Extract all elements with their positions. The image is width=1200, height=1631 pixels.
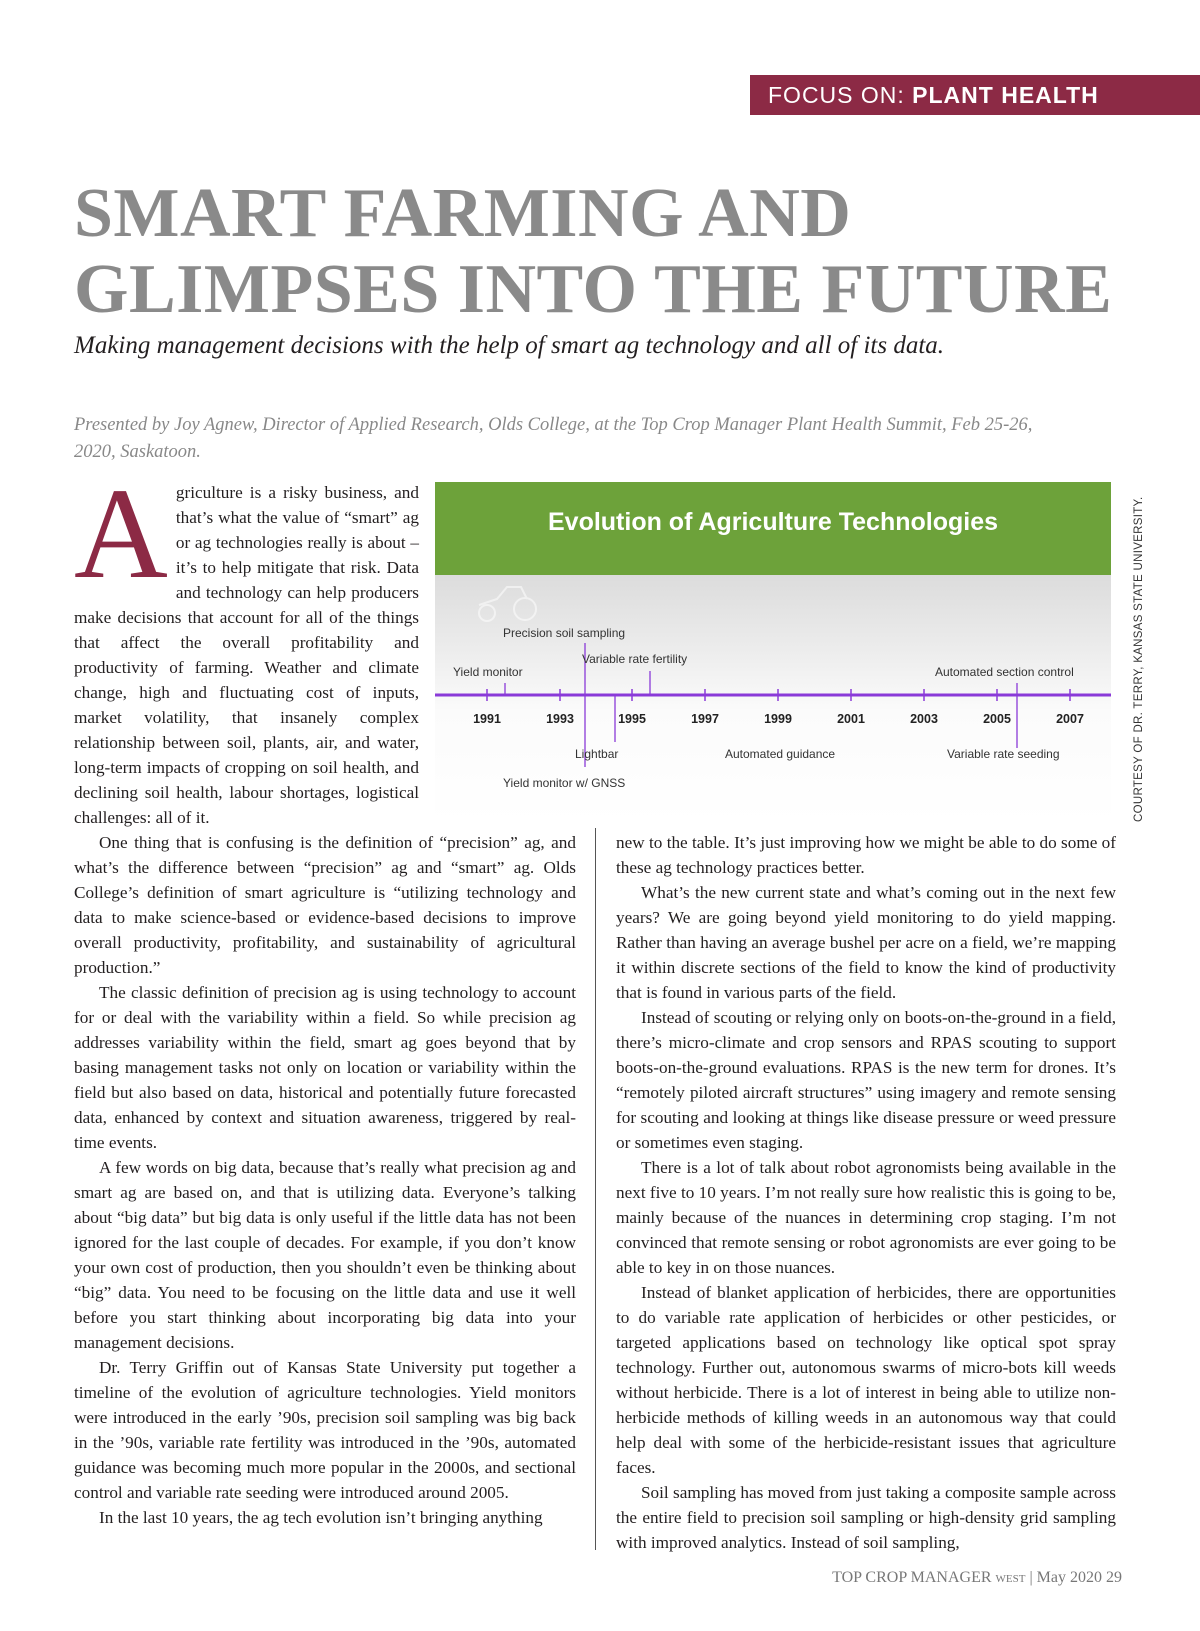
section-topic: PLANT HEALTH xyxy=(912,82,1099,108)
events-above xyxy=(453,626,1074,679)
section-tag xyxy=(750,75,1200,115)
folio-separator: | xyxy=(1029,1569,1033,1586)
events-below xyxy=(503,747,1060,790)
drop-cap: A xyxy=(74,462,168,606)
event-automated-section-control: Automated section control xyxy=(935,665,1074,679)
folio-page: 29 xyxy=(1106,1569,1122,1586)
folio-magazine: TOP CROP MANAGER xyxy=(832,1569,992,1586)
event-lightbar: Lightbar xyxy=(575,747,619,761)
intro-paragraph xyxy=(74,462,419,830)
left-paragraph-5: In the last 10 years, the ag tech evolution isn’t bringing anything xyxy=(99,1508,543,1527)
year-2007: 2007 xyxy=(1056,712,1084,726)
right-paragraph-5: Instead of blanket application of herbicides, there are opportunities to do variable rate application of herbicides or other pesticides, or targeted applications based on technology like optical spot spray technology. Further out, autonomous swarms of micro-bots kill weeds without herbicide. There is a lot of interest in being able to utilize non-herbicide methods of killing weeds in an autonomous way that could help deal with some of the herbicide-resistant issues that agriculture faces. xyxy=(616,1283,1116,1477)
folio-edition: WEST xyxy=(995,1573,1026,1585)
year-1999: 1999 xyxy=(764,712,792,726)
event-yield-monitor-gnss: Yield monitor w/ GNSS xyxy=(503,776,626,790)
event-precision-soil-sampling: Precision soil sampling xyxy=(503,626,626,640)
year-1997: 1997 xyxy=(691,712,719,726)
left-paragraph-3: A few words on big data, because that’s really what precision ag and smart ag are based on, and that is utilizing data. Everyone’s talking about “big data” but big data is only useful if the little data has not been ignored for the last couple of decades. For example, if you don’t know your own cost of production, then you shouldn’t even be thinking about “big” data. You need to be focusing on the little data and use it well before you start thinking about incorporating big data into your management decisions. xyxy=(74,1158,576,1352)
article-title xyxy=(74,176,1154,328)
column-divider xyxy=(595,828,596,1550)
tractor-icon xyxy=(479,587,536,621)
right-paragraph-1: new to the table. It’s just improving how we might be able to do some of these ag technology practices better. xyxy=(616,833,1116,877)
figure-title: Evolution of Agriculture Technologies xyxy=(547,508,998,536)
right-paragraph-2: What’s the new current state and what’s coming out in the next few years? We are going beyond yield monitoring to do yield mapping. Rather than having an average bushel per acre on a field, we’re mapping it within discrete sections of the field to know the kind of productivity that is found in various parts of the field. xyxy=(616,883,1116,1002)
event-yield-monitor: Yield monitor xyxy=(453,665,523,679)
year-labels xyxy=(473,712,1084,726)
timeline-chart xyxy=(435,575,1111,822)
section-prefix: FOCUS ON: xyxy=(768,82,905,108)
page-folio xyxy=(832,1569,1122,1587)
timeline-figure xyxy=(435,482,1111,822)
folio-issue: May 2020 xyxy=(1036,1569,1102,1586)
intro-text: griculture is a risky business, and that’s what the value of “smart” ag or ag technologies really is about – it’s to help mitigate that risk. Data and technology can help producers make decisions that account for all of the things that affect the overall profitability and productivity of farming. Weather and climate change, high and fluctuating cost of inputs, market volatility, that insanely complex relationship between soil, plants, air, and water, long-term impacts of cropping on soil health, and declining soil health, labour shortages, logistical challenges: all of it. xyxy=(74,483,419,827)
left-paragraph-2: The classic definition of precision ag is using technology to account for or deal with the variability within a field. So while precision ag addresses variability within the field, smart ag goes beyond that by basing management tasks not only on location or variability within the field but also based on data, historical and potentially future forecasted data, enhanced by context and situation awareness, triggered by real-time events. xyxy=(74,983,576,1152)
byline: Presented by Joy Agnew, Director of Applied Research, Olds College, at the Top Crop Manager Plant Health Summit, Feb 25-26, 2020, Saskatoon. xyxy=(74,415,1033,462)
event-automated-guidance: Automated guidance xyxy=(725,747,836,761)
year-2001: 2001 xyxy=(837,712,865,726)
event-variable-rate-fertility: Variable rate fertility xyxy=(582,652,688,666)
figure-credit: COURTESY OF DR. TERRY, KANSAS STATE UNIVERSITY. xyxy=(1133,496,1145,822)
left-paragraph-1: One thing that is confusing is the definition of “precision” ag, and what’s the difference between “precision” ag and “smart” ag. Olds College’s definition of smart agriculture is “utilizing technology and data to make science-based or evidence-based decisions to improve overall productivity, profitability, and sustainability of agricultural production.” xyxy=(74,833,576,977)
left-column xyxy=(74,830,576,1530)
title-line-2: GLIMPSES INTO THE FUTURE xyxy=(74,251,1113,328)
right-paragraph-3: Instead of scouting or relying only on boots-on-the-ground in a field, there’s micro-climate and crop sensors and RPAS scouting to support boots-on-the-ground evaluations. RPAS is the new term for drones. It’s “remotely piloted aircraft structures” using imagery and remote sensing for scouting and looking at things like disease pressure or weed pressure or sometimes even staging. xyxy=(616,1008,1116,1152)
year-1993: 1993 xyxy=(546,712,574,726)
year-1995: 1995 xyxy=(618,712,646,726)
right-paragraph-4: There is a lot of talk about robot agronomists being available in the next five to 10 years. I’m not really sure how realistic this is going to be, mainly because of the nuances in determining crop staging. I’m not convinced that remote sensing or robot agronomists are ever going to be able to key in on those nuances. xyxy=(616,1158,1116,1277)
right-paragraph-6: Soil sampling has moved from just taking a composite sample across the entire field to precision soil sampling or high-density grid sampling with improved analytics. Instead of soil sampling, xyxy=(616,1483,1116,1552)
article-subtitle: Making management decisions with the help of smart ag technology and all of its data. xyxy=(74,332,945,359)
year-2005: 2005 xyxy=(983,712,1011,726)
title-line-1: SMART FARMING AND xyxy=(74,175,852,252)
year-2003: 2003 xyxy=(910,712,938,726)
year-1991: 1991 xyxy=(473,712,501,726)
event-variable-rate-seeding: Variable rate seeding xyxy=(947,747,1060,761)
left-paragraph-4: Dr. Terry Griffin out of Kansas State University put together a timeline of the evolution of agriculture technologies. Yield monitors were introduced in the early ’90s, precision soil sampling was big back in the ’90s, variable rate fertility was introduced in the ’90s, automated guidance was becoming much more popular in the 2000s, and sectional control and variable rate seeding were introduced around 2005. xyxy=(74,1358,576,1502)
right-column xyxy=(616,830,1116,1555)
